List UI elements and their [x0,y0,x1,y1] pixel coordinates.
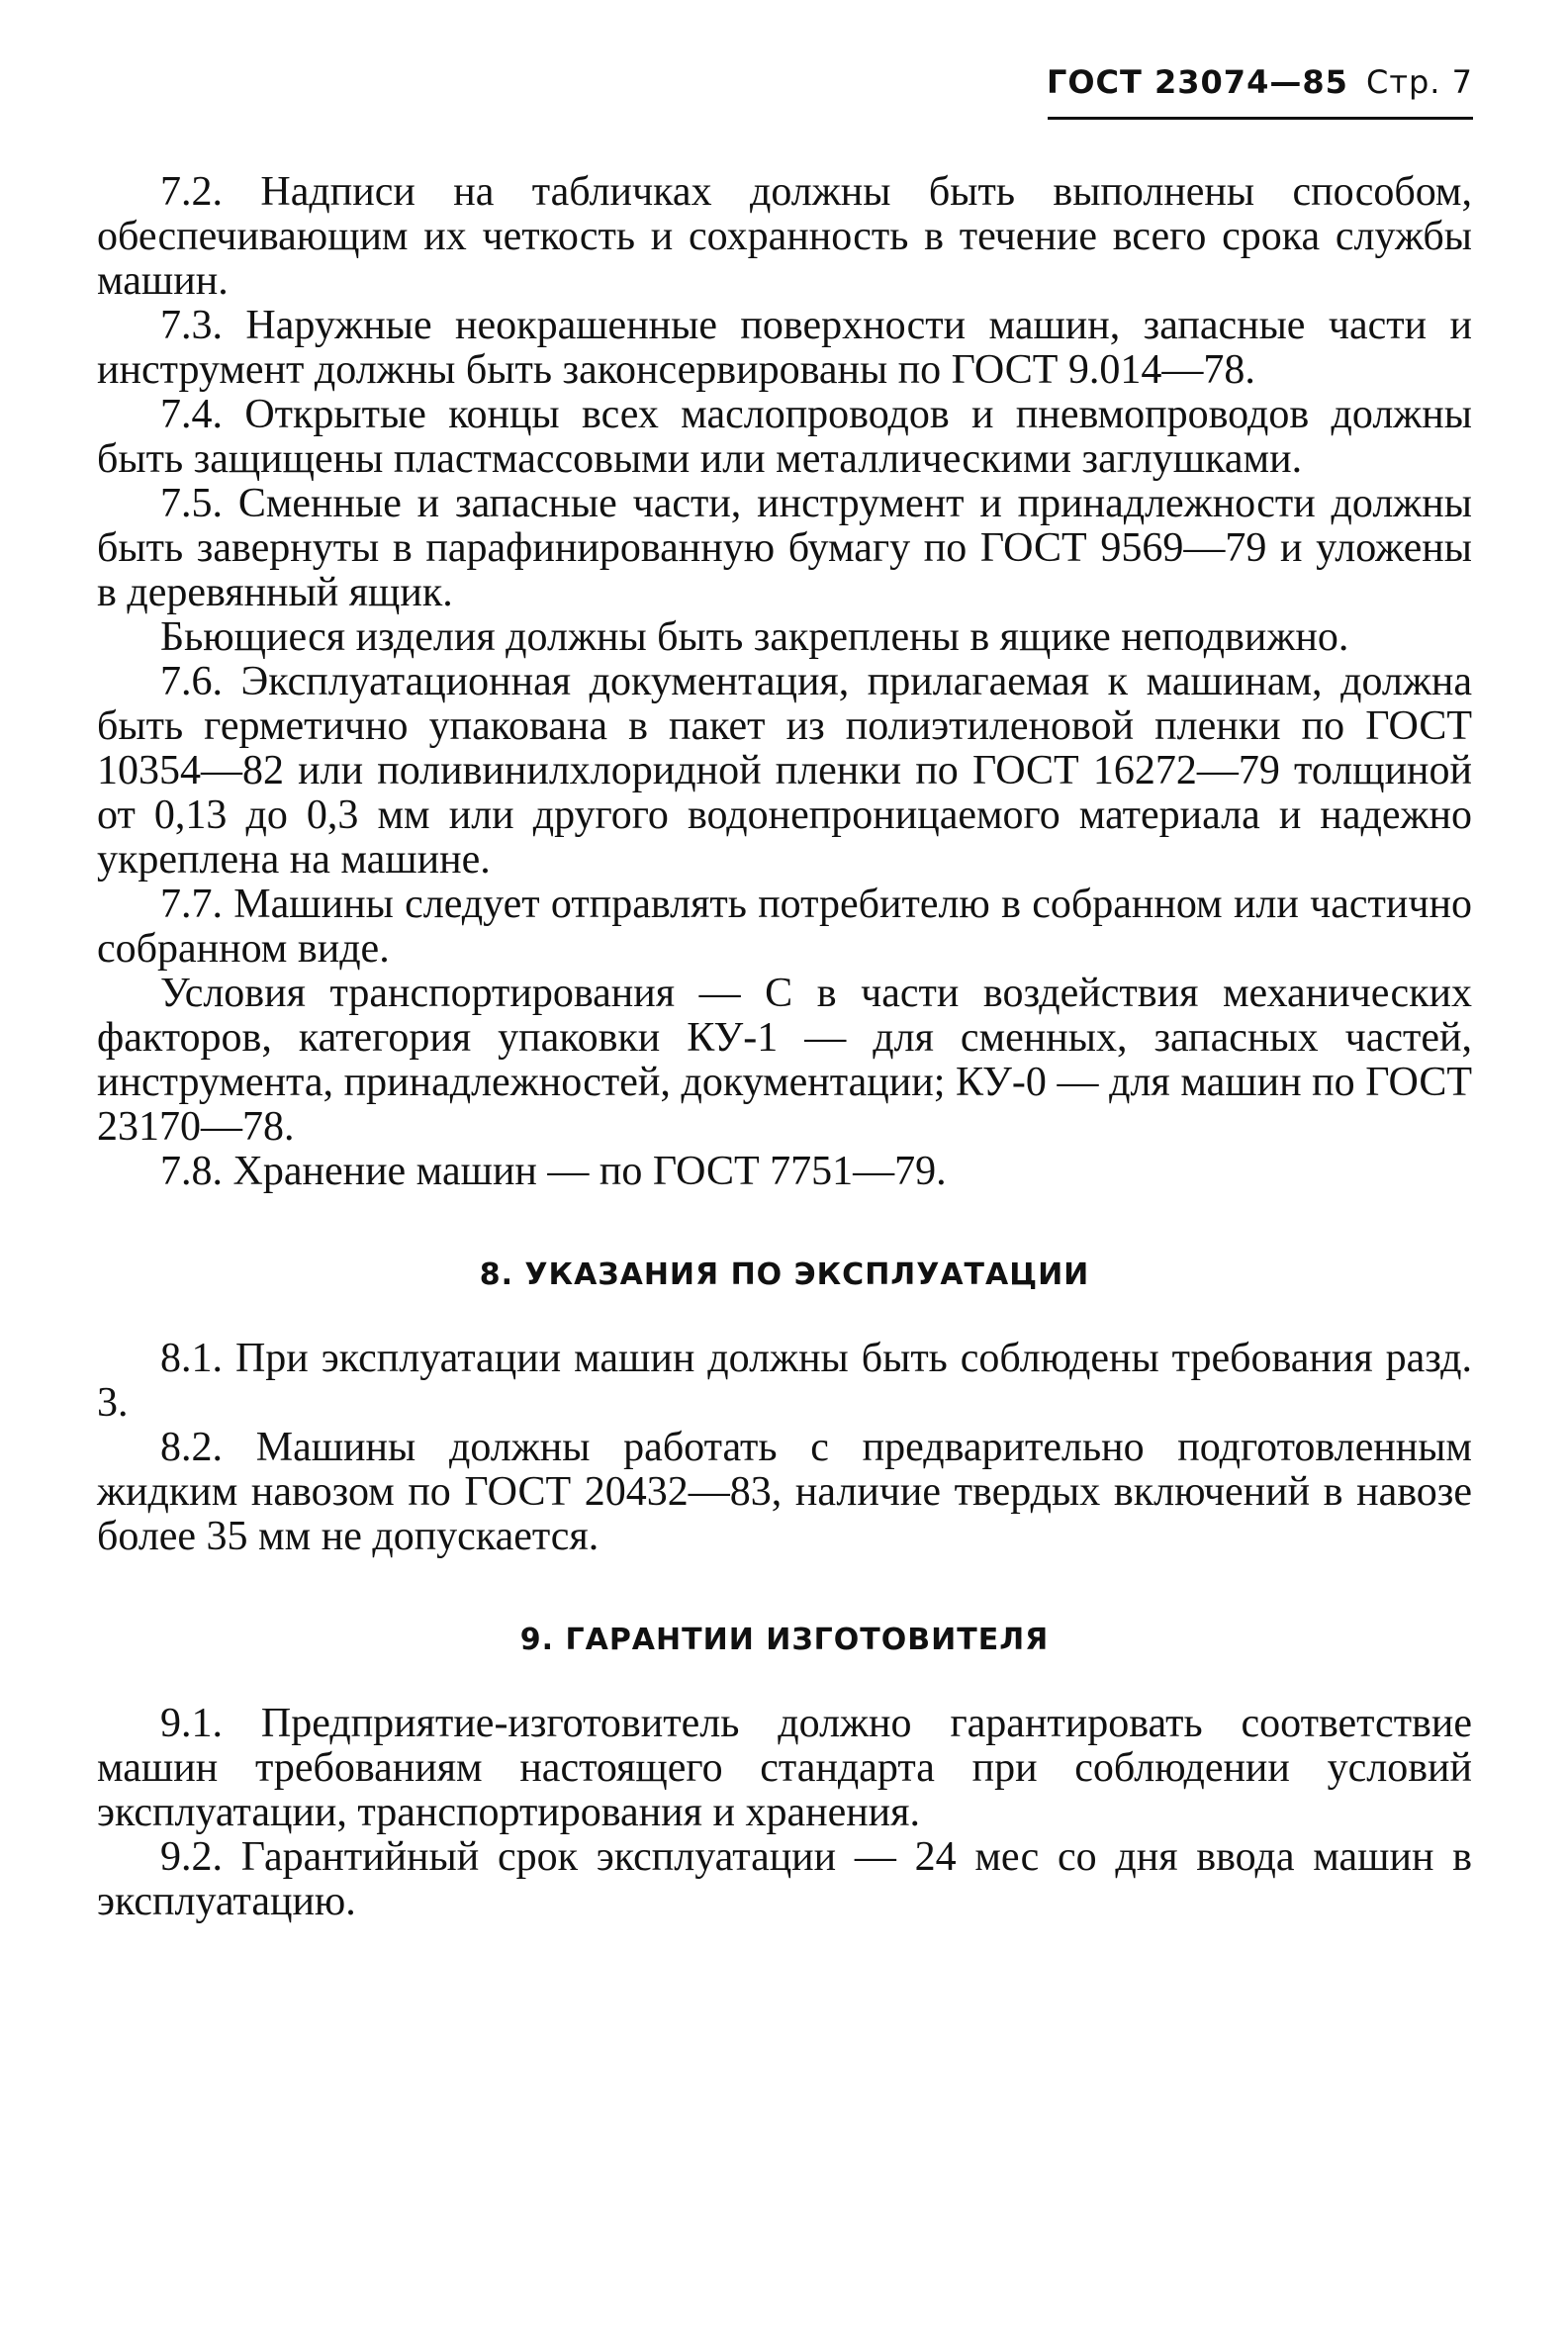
paragraph-8-1: 8.1. При эксплуатации машин должны быть соблюдены требования разд. 3. [97,1336,1472,1426]
page-number: Стр. 7 [1366,63,1473,101]
standard-number: ГОСТ 23074—85 [1046,63,1348,101]
paragraph-7-2: 7.2. Надписи на табличках должны быть выполнены способом, обеспечивающим их четкость и сохранность в течение всего срока службы машин. [97,169,1472,304]
paragraph-8-2: 8.2. Машины должны работать с предварительно подготовленным жидким навозом по ГОСТ 20432—83, наличие твердых включений в навозе более 35 мм не допускается. [97,1425,1472,1559]
paragraph-7-8: 7.8. Хранение машин — по ГОСТ 7751—79. [160,1149,947,1194]
paragraph-7-7-continued: Условия транспортирования — С в части воздействия механических факторов, категория упаковки КУ-1 — для сменных, запасных частей, инструмента, принадлежностей, документации; КУ-0 — для машин по ГОСТ 23170—78. [97,971,1472,1150]
paragraph-7-4: 7.4. Открытые концы всех маслопроводов и пневмопроводов должны быть защищены пластмассовыми или металлическими заглушками. [97,392,1472,482]
paragraph-7-5-continued: Бьющиеся изделия должны быть закреплены в ящике неподвижно. [160,614,1349,660]
paragraph-7-3: 7.3. Наружные неокрашенные поверхности машин, запасные части и инструмент должны быть законсервированы по ГОСТ 9.014—78. [97,303,1472,393]
page-header [1047,63,1473,101]
document-body [97,170,1472,1924]
paragraph-7-6: 7.6. Эксплуатационная документация, прилагаемая к машинам, должна быть герметично упакована в пакет из полиэтиленовой пленки по ГОСТ 10354—82 или поливинилхлоридной пленки по ГОСТ 16272—79 толщиной от 0,13 до 0,3 мм или другого водонепроницаемого материала и надежно укреплена на машине. [97,659,1472,883]
header-rule [1048,117,1473,120]
paragraph-9-1: 9.1. Предприятие-изготовитель должно гарантировать соответствие машин требованиям настоящего стандарта при соблюдении условий эксплуатации, транспортирования и хранения. [97,1701,1472,1835]
paragraph-7-5: 7.5. Сменные и запасные части, инструмент и принадлежности должны быть завернуты в парафинированную бумагу по ГОСТ 9569—79 и уложены в деревянный ящик. [97,481,1472,615]
section-9-heading: 9. ГАРАНТИИ ИЗГОТОВИТЕЛЯ [519,1623,1050,1657]
paragraph-9-2: 9.2. Гарантийный срок эксплуатации — 24 мес со дня ввода машин в эксплуатацию. [97,1834,1472,1924]
paragraph-7-7: 7.7. Машины следует отправлять потребителю в собранном или частично собранном виде. [97,882,1472,972]
section-8-heading: 8. УКАЗАНИЯ ПО ЭКСПЛУАТАЦИИ [479,1257,1090,1292]
